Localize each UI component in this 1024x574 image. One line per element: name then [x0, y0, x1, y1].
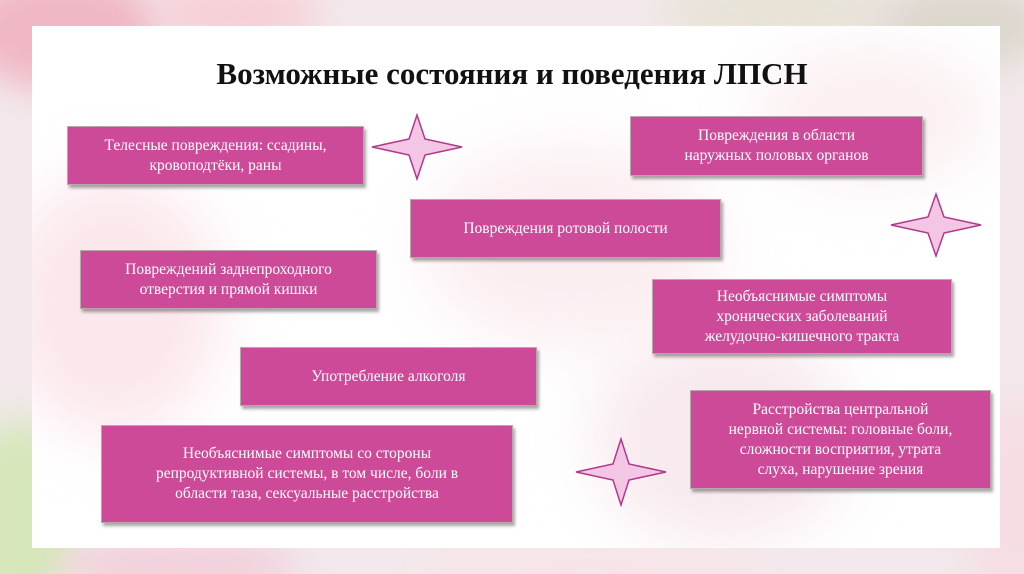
condition-box-bodily-injuries [67, 126, 364, 185]
condition-box-alcohol-use [240, 347, 537, 406]
box-text-line: желудочно-кишечного тракта [704, 327, 900, 345]
box-text-line: Повреждений заднепроходного [125, 260, 332, 278]
box-text-line: Употребление алкоголя [311, 367, 466, 385]
four-point-star-icon [889, 192, 983, 258]
box-text-line: репродуктивной системы, в том числе, боли в [155, 465, 459, 482]
box-text-line: Необъяснимые симптомы [716, 287, 888, 305]
box-text-line: наружных половых органов [684, 147, 869, 164]
condition-box-oral-injuries [410, 199, 721, 258]
box-text-line: Повреждения ротовой полости [463, 219, 668, 237]
box-text-line: нервной системы: головные боли, [728, 420, 953, 438]
box-text-line: области таза, сексуальные расстройства [175, 485, 439, 502]
condition-box-anal-injuries [80, 250, 377, 309]
box-text-line: отверстия и прямой кишки [139, 280, 318, 298]
slide-title: Возможные состояния и поведения ЛПСН [216, 56, 808, 91]
box-text-line: сложности восприятия, утрата [739, 440, 942, 458]
box-text-line: Телесные повреждения: ссадины, [104, 136, 327, 154]
condition-box-cns-disorders [690, 390, 991, 489]
four-point-star-icon [574, 437, 668, 507]
box-text-line: хронических заболеваний [716, 307, 888, 325]
box-text-line: Расстройства центральной [752, 400, 929, 418]
box-text-line: слуха, нарушение зрения [757, 460, 924, 478]
condition-box-genital-injuries [630, 116, 923, 176]
box-text-line: Необъяснимые симптомы со стороны [182, 445, 432, 462]
box-text-line: Повреждения в области [698, 127, 855, 144]
condition-box-gi-symptoms [652, 279, 952, 354]
condition-box-reproductive-symptoms [101, 425, 513, 523]
four-point-star-icon [370, 113, 464, 181]
box-text-line: кровоподтёки, раны [149, 156, 282, 174]
